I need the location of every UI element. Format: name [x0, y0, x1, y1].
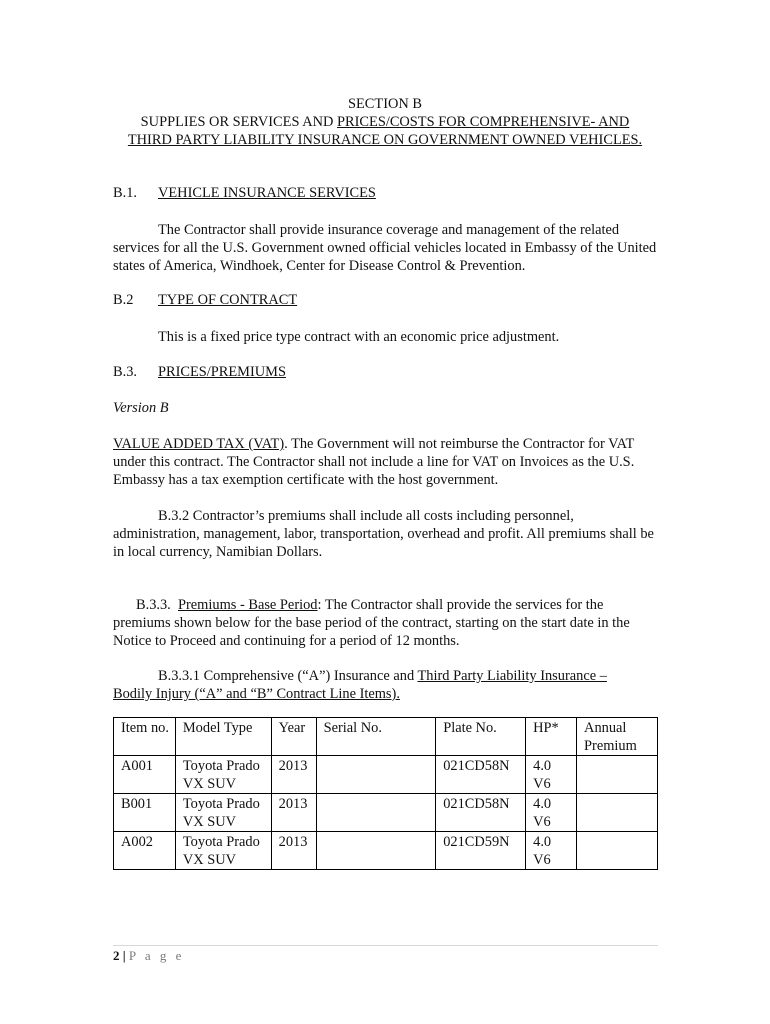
b33-paragraph — [113, 596, 658, 650]
cell-year: 2013 — [271, 832, 316, 870]
b32-paragraph: B.3.2 Contractor’s premiums shall include all costs including personnel, administration, management, labor, transportation, overhead and profit. All premiums shall be in local currency, Namibian Dollars. — [113, 508, 654, 560]
b331-underlined-2: Bodily Injury (“A” and “B” Contract Line Items). — [113, 686, 400, 702]
cell-item: B001 — [114, 794, 176, 832]
header-model: Model Type — [175, 718, 271, 756]
header-plate: Plate No. — [436, 718, 526, 756]
cell-model: Toyota Prado VX SUV — [175, 794, 271, 832]
cell-plate: 021CD58N — [436, 794, 526, 832]
footer-divider — [113, 945, 658, 946]
cell-hp: 4.0 V6 — [526, 794, 577, 832]
b1-paragraph: The Contractor shall provide insurance coverage and management of the related services for all the U.S. Government owned official vehicles located in Embassy of the United states of America, Windhoek, Center for Disease Control & Prevention. — [113, 222, 657, 274]
section-title: SECTION B — [348, 96, 422, 112]
header-item: Item no. — [114, 718, 176, 756]
b1-number: B.1. — [113, 185, 137, 201]
cell-item: A002 — [114, 832, 176, 870]
b3-number: B.3. — [113, 364, 137, 380]
page-word: P a g e — [128, 948, 185, 963]
cell-year: 2013 — [271, 794, 316, 832]
table-header-row — [114, 718, 658, 756]
b1-heading: VEHICLE INSURANCE SERVICES — [158, 185, 376, 201]
page-footer — [113, 948, 184, 964]
version-label: Version B — [113, 400, 169, 416]
b2-heading: TYPE OF CONTRACT — [158, 292, 298, 308]
page-number: 2 — [113, 948, 120, 963]
vat-label: VALUE ADDED TAX (VAT) — [113, 436, 285, 452]
b331-plain: B.3.3.1 Comprehensive (“A”) Insurance and — [158, 668, 418, 684]
cell-plate: 021CD59N — [436, 832, 526, 870]
table-row — [114, 794, 658, 832]
cell-year: 2013 — [271, 756, 316, 794]
subtitle-plain: SUPPLIES OR SERVICES AND — [140, 114, 338, 130]
b33-heading: Premiums - Base Period — [178, 597, 318, 613]
premium-table — [113, 717, 658, 870]
b2-number: B.2 — [113, 292, 134, 308]
section-subtitle-line1 — [0, 113, 770, 131]
cell-model: Toyota Prado VX SUV — [175, 756, 271, 794]
section-subtitle-line2: THIRD PARTY LIABILITY INSURANCE ON GOVERNMENT OWNED VEHICLES. — [127, 132, 643, 148]
b2-paragraph: This is a fixed price type contract with an economic price adjustment. — [158, 329, 560, 345]
cell-serial — [316, 794, 436, 832]
b33-number: B.3.3. — [136, 597, 171, 613]
vat-paragraph — [113, 435, 658, 489]
b331-paragraph — [113, 667, 658, 703]
cell-hp: 4.0 V6 — [526, 832, 577, 870]
cell-hp: 4.0 V6 — [526, 756, 577, 794]
b3-heading: PRICES/PREMIUMS — [158, 364, 286, 380]
header-premium: Annual Premium — [577, 718, 658, 756]
header-year: Year — [271, 718, 316, 756]
cell-plate: 021CD58N — [436, 756, 526, 794]
cell-item: A001 — [114, 756, 176, 794]
cell-premium — [577, 794, 658, 832]
cell-serial — [316, 756, 436, 794]
b331-underlined-1: Third Party Liability Insurance – — [417, 668, 607, 684]
cell-model: Toyota Prado VX SUV — [175, 832, 271, 870]
b33-text: : The Contractor shall provide the services for the premiums shown below for the base period of the contract, starting on the start date in the Notice to Proceed and continuing for a period of 12 months. — [113, 597, 630, 649]
cell-premium — [577, 756, 658, 794]
header-hp: HP* — [526, 718, 577, 756]
cell-premium — [577, 832, 658, 870]
subtitle-underlined: PRICES/COSTS FOR COMPREHENSIVE- AND — [337, 114, 630, 130]
page-separator: | — [119, 948, 129, 963]
header-serial: Serial No. — [316, 718, 436, 756]
table-row — [114, 832, 658, 870]
cell-serial — [316, 832, 436, 870]
table-row — [114, 756, 658, 794]
vat-text: . The Government will not reimburse the Contractor for VAT under this contract. The Contractor shall not include a line for VAT on Invoices as the U.S. Embassy has a tax exemption certificate with the host government. — [113, 436, 635, 488]
